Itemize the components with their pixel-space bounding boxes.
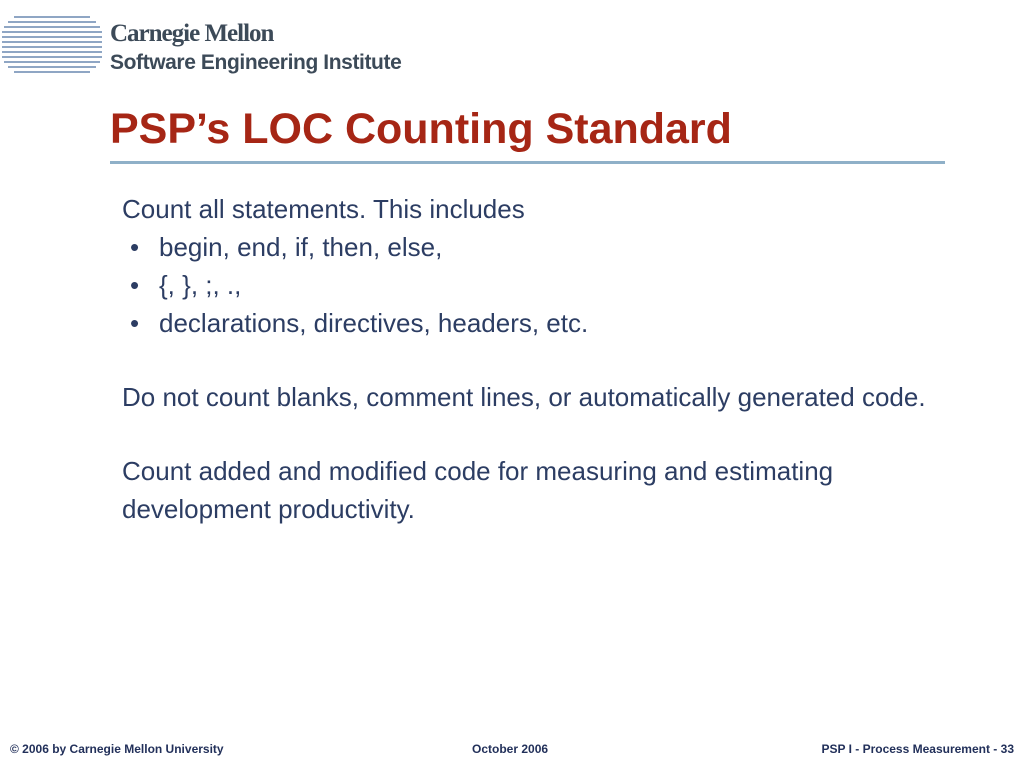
org-subtitle: Software Engineering Institute	[110, 51, 402, 74]
title-divider	[110, 161, 945, 164]
bullet-text: begin, end, if, then, else,	[159, 232, 443, 262]
bullet-icon: •	[130, 270, 140, 300]
productivity-text: Count added and modified code for measuring and estimating development productivity.	[122, 456, 834, 524]
bullet-icon: •	[130, 232, 140, 262]
slide-body	[122, 190, 962, 528]
exclusion-text: Do not count blanks, comment lines, or automatically generated code.	[122, 382, 926, 412]
slide-title: PSP’s LOC Counting Standard	[110, 105, 732, 153]
footer-page-number: PSP I - Process Measurement - 33	[821, 742, 1014, 756]
list-item	[122, 266, 962, 304]
spacer	[122, 416, 962, 452]
list-item	[122, 304, 962, 342]
intro-text: Count all statements. This includes	[122, 194, 525, 224]
footer-date: October 2006	[472, 742, 549, 756]
bullet-text: {, }, ;, .,	[159, 270, 242, 300]
list-item	[122, 228, 962, 266]
bullet-icon: •	[130, 308, 140, 338]
sei-logo-icon	[2, 14, 102, 76]
bullet-list	[122, 228, 962, 342]
spacer	[122, 342, 962, 378]
bullet-text: declarations, directives, headers, etc.	[159, 308, 589, 338]
org-name: Carnegie Mellon	[110, 20, 274, 47]
footer-copyright: © 2006 by Carnegie Mellon University	[10, 742, 224, 756]
